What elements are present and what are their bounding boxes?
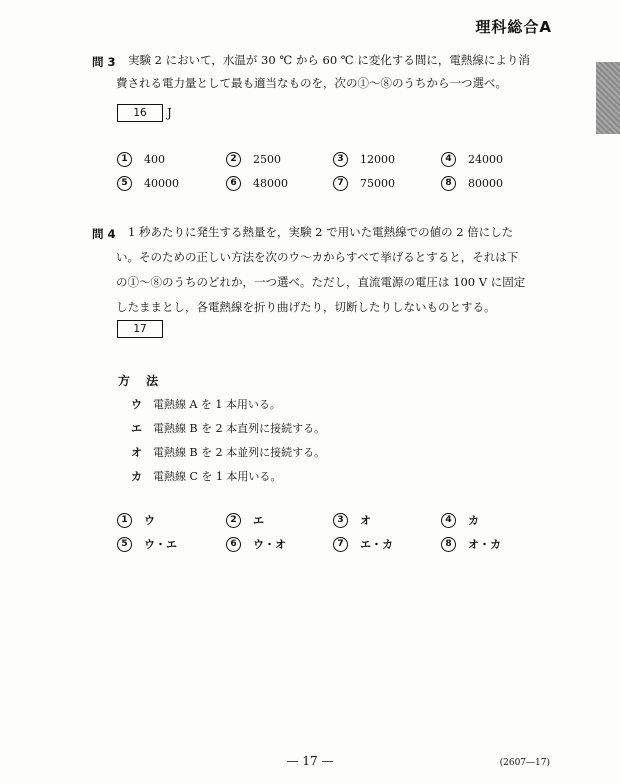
choice-number-icon: 5 xyxy=(117,537,132,552)
method-o xyxy=(131,444,325,460)
q3-choice-7[interactable] xyxy=(333,176,395,191)
choice-number-icon: 7 xyxy=(333,176,348,191)
choice-number-icon: 1 xyxy=(117,152,132,167)
method-key: オ xyxy=(131,446,142,459)
q4-answer-box[interactable]: 17 xyxy=(117,320,163,338)
q4-choice-3[interactable] xyxy=(333,512,371,528)
method-e xyxy=(131,420,325,436)
method-ka xyxy=(131,468,281,484)
choice-number-icon: 4 xyxy=(441,513,456,528)
method-text: 電熱線 B を 2 本並列に接続する。 xyxy=(153,446,326,459)
method-u xyxy=(131,396,281,412)
choice-number-icon: 8 xyxy=(441,176,456,191)
q3-choice-3[interactable] xyxy=(333,152,395,167)
method-key: エ xyxy=(131,422,142,435)
page-header-title: 理科総合A xyxy=(475,18,552,36)
choice-text: エ・カ xyxy=(360,538,393,551)
q3-line-1: 実験 2 において，水温が 30 ℃ から 60 ℃ に変化する間に，電熱線により消 xyxy=(128,53,530,67)
method-text: 電熱線 C を 1 本用いる。 xyxy=(153,470,282,483)
q3-choice-2[interactable] xyxy=(226,152,281,167)
method-text: 電熱線 B を 2 本直列に接続する。 xyxy=(153,422,326,435)
q4-choice-7[interactable] xyxy=(333,536,393,552)
q3-answer xyxy=(117,104,172,122)
choice-text: 75000 xyxy=(360,177,395,190)
q4-line-4: したままとし，各電熱線を折り曲げたり，切断したりしないものとする。 xyxy=(116,300,496,314)
q3-text xyxy=(128,49,548,72)
choice-text: 80000 xyxy=(468,177,503,190)
q4-line-2: い。そのための正しい方法を次のウ〜カからすべて挙げるとすると，それは下 xyxy=(116,250,519,264)
q3-text-2 xyxy=(116,72,556,95)
method-text: 電熱線 A を 1 本用いる。 xyxy=(153,398,281,411)
side-index-tab xyxy=(596,62,620,134)
choice-number-icon: 6 xyxy=(226,537,241,552)
q3-choice-1[interactable] xyxy=(117,152,165,167)
choice-text: ウ・オ xyxy=(253,538,286,551)
choice-number-icon: 3 xyxy=(333,152,348,167)
q3-answer-box[interactable]: 16 xyxy=(117,104,163,122)
methods-heading: 方 法 xyxy=(118,374,165,388)
choice-text: カ xyxy=(468,514,479,527)
q4-choice-6[interactable] xyxy=(226,536,286,552)
choice-text: 40000 xyxy=(144,177,179,190)
choice-number-icon: 6 xyxy=(226,176,241,191)
q4-choice-4[interactable] xyxy=(441,512,479,528)
choice-text: 48000 xyxy=(253,177,288,190)
q4-choice-1[interactable] xyxy=(117,512,155,528)
q4-choice-2[interactable] xyxy=(226,512,264,528)
q4-answer xyxy=(117,320,163,338)
document-code: (2607—17) xyxy=(499,758,550,768)
choice-number-icon: 7 xyxy=(333,537,348,552)
method-key: ウ xyxy=(131,398,142,411)
q3-choice-5[interactable] xyxy=(117,176,179,191)
page-number: — 17 — xyxy=(286,754,334,768)
choice-number-icon: 1 xyxy=(117,513,132,528)
choice-text: ウ xyxy=(144,514,155,527)
choice-number-icon: 8 xyxy=(441,537,456,552)
choice-number-icon: 2 xyxy=(226,513,241,528)
choice-number-icon: 5 xyxy=(117,176,132,191)
choice-text: ウ・エ xyxy=(144,538,177,551)
q4-label: 問 4 xyxy=(92,227,116,241)
choice-text: エ xyxy=(253,514,264,527)
choice-text: 2500 xyxy=(253,153,281,166)
q4-choice-8[interactable] xyxy=(441,536,501,552)
choice-number-icon: 3 xyxy=(333,513,348,528)
choice-number-icon: 2 xyxy=(226,152,241,167)
choice-text: 400 xyxy=(144,153,165,166)
q3-choice-4[interactable] xyxy=(441,152,503,167)
q3-choice-8[interactable] xyxy=(441,176,503,191)
q3-choice-6[interactable] xyxy=(226,176,288,191)
q4-choice-5[interactable] xyxy=(117,536,177,552)
q3-line-2: 費される電力量として最も適当なものを，次の①〜⑧のうちから一つ選べ。 xyxy=(116,76,507,90)
choice-text: 24000 xyxy=(468,153,503,166)
choice-text: オ・カ xyxy=(468,538,501,551)
q3-label: 問 3 xyxy=(92,55,116,69)
choice-number-icon: 4 xyxy=(441,152,456,167)
choice-text: 12000 xyxy=(360,153,395,166)
q4-line-1: 1 秒あたりに発生する熱量を，実験 2 で用いた電熱線での値の 2 倍にした xyxy=(128,225,514,239)
choice-text: オ xyxy=(360,514,371,527)
method-key: カ xyxy=(131,470,142,483)
q4-line-3: の①〜⑧のうちのどれか，一つ選べ。ただし，直流電源の電圧は 100 V に固定 xyxy=(116,275,526,289)
q3-unit: J xyxy=(167,106,172,120)
